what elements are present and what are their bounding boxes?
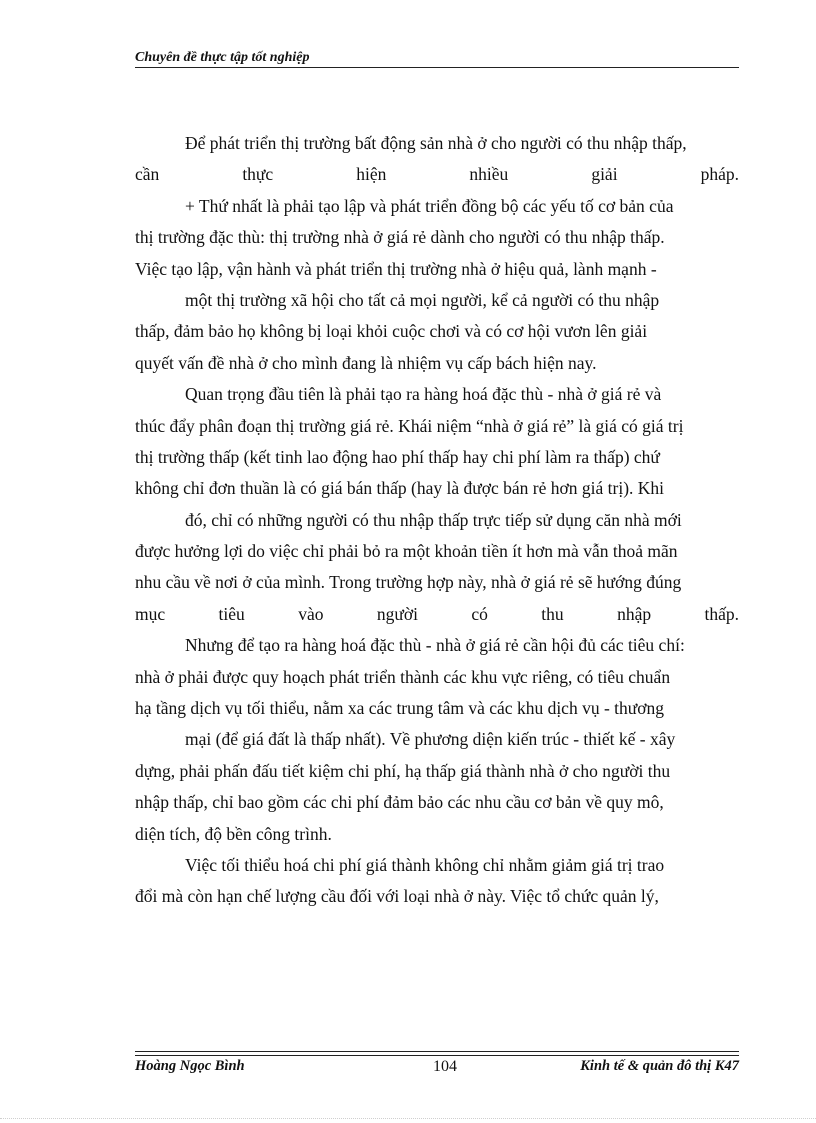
text-line: đó, chỉ có những người có thu nhập thấp trực tiếp sử dụng căn nhà mới xyxy=(185,509,682,530)
document-body xyxy=(135,128,739,913)
text-line: nhập thấp, chỉ bao gồm các chi phí đảm bảo các nhu cầu cơ bản về quy mô, xyxy=(135,792,664,813)
footer-divider-bottom xyxy=(135,1055,739,1056)
text-line: thị trường thấp (kết tinh lao động hao phí thấp hay chi phí làm ra thấp) chứ xyxy=(135,446,660,467)
text-line: một thị trường xã hội cho tất cả mọi người, kể cả người có thu nhập xyxy=(185,289,660,310)
page-number: 104 xyxy=(433,1058,457,1075)
page-edge-divider xyxy=(0,1118,816,1119)
text-line: đổi mà còn hạn chế lượng cầu đối với loại nhà ở này. Việc tổ chức quản lý, xyxy=(135,886,659,907)
text-line: mại (để giá đất là thấp nhất). Về phương diện kiến trúc - thiết kế - xây xyxy=(185,729,676,750)
text-line: Quan trọng đầu tiên là phải tạo ra hàng hoá đặc thù - nhà ở giá rẻ và xyxy=(185,384,662,405)
header-divider xyxy=(135,67,739,68)
text-line: diện tích, độ bền công trình. xyxy=(135,823,332,844)
text-line: Việc tạo lập, vận hành và phát triển thị trường nhà ở hiệu quả, lành mạnh - xyxy=(135,258,657,279)
text-line: Nhưng để tạo ra hàng hoá đặc thù - nhà ở giá rẻ cần hội đủ các tiêu chí: xyxy=(185,635,685,656)
text-line: nhu cầu về nơi ở của mình. Trong trường hợp này, nhà ở giá rẻ sẽ hướng đúng xyxy=(135,572,682,593)
text-line: nhà ở phải được quy hoạch phát triển thành các khu vực riêng, có tiêu chuẩn xyxy=(135,666,671,687)
text-line: mục tiêu vào người có thu nhập thấp. xyxy=(135,603,739,624)
footer-program: Kinh tế & quản đô thị K47 xyxy=(580,1058,739,1074)
footer-divider-top xyxy=(135,1051,739,1052)
text-line: không chỉ đơn thuần là có giá bán thấp (hay là được bán rẻ hơn giá trị). Khi xyxy=(135,478,665,499)
text-line: Để phát triển thị trường bất động sản nhà ở cho người có thu nhập thấp, xyxy=(185,133,687,153)
text-line: thúc đẩy phân đoạn thị trường giá rẻ. Khái niệm “nhà ở giá rẻ” là giá có giá trị xyxy=(135,415,684,436)
text-line: quyết vấn đề nhà ở cho mình đang là nhiệm vụ cấp bách hiện nay. xyxy=(135,352,597,373)
text-line: cần thực hiện nhiều giải pháp. xyxy=(135,164,739,185)
text-line: hạ tầng dịch vụ tối thiểu, nằm xa các trung tâm và các khu dịch vụ - thương xyxy=(135,698,664,719)
text-line: + Thứ nhất là phải tạo lập và phát triển đồng bộ các yếu tố cơ bản của xyxy=(185,195,674,216)
text-line: được hưởng lợi do việc chỉ phải bỏ ra một khoản tiền ít hơn mà vẫn thoả mãn xyxy=(135,541,678,562)
text-line: thị trường đặc thù: thị trường nhà ở giá rẻ dành cho người có thu nhập thấp. xyxy=(135,227,665,248)
text-line: Việc tối thiểu hoá chi phí giá thành không chỉ nhằm giảm giá trị trao xyxy=(185,854,665,875)
text-line: dựng, phải phấn đấu tiết kiệm chi phí, hạ thấp giá thành nhà ở cho người thu xyxy=(135,760,671,781)
text-line: thấp, đảm bảo họ không bị loại khỏi cuộc chơi và có cơ hội vươn lên giải xyxy=(135,321,648,342)
running-header-title: Chuyên đề thực tập tốt nghiệp xyxy=(135,50,310,65)
footer-author: Hoàng Ngọc Bình xyxy=(135,1058,245,1074)
